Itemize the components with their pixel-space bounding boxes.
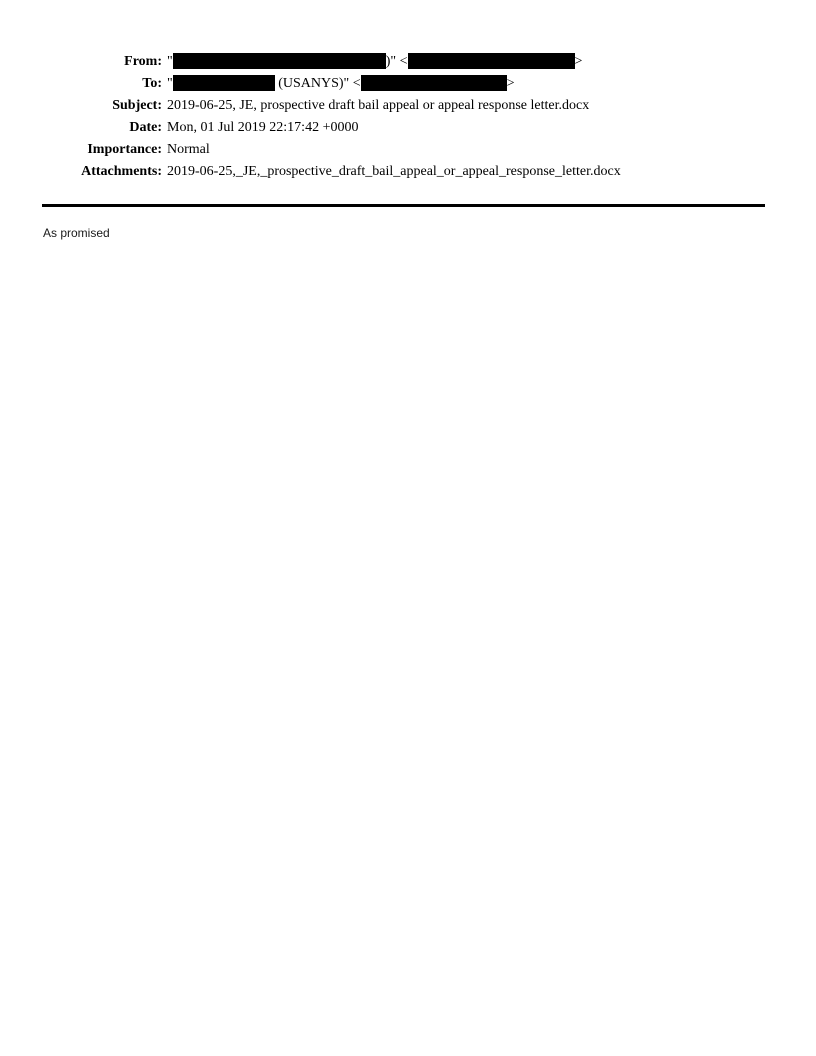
header-row-subject — [0, 95, 790, 117]
header-divider — [42, 204, 765, 207]
header-text-segment: 2019-06-25, JE, prospective draft bail appeal or appeal response letter.docx — [167, 98, 590, 113]
header-row-from — [0, 51, 790, 73]
header-label-subject: Subject: — [112, 98, 162, 113]
redaction-bar — [361, 75, 507, 91]
header-text-segment: 2019-06-25,_JE,_prospective_draft_bail_appeal_or_appeal_response_letter.docx — [167, 164, 621, 179]
email-header — [0, 51, 790, 183]
header-label-attachments: Attachments: — [81, 164, 162, 179]
header-value-importance — [167, 139, 210, 161]
header-text-segment: (USANYS)" < — [274, 76, 361, 91]
header-row-date — [0, 117, 790, 139]
redaction-bar — [173, 53, 386, 69]
header-row-importance — [0, 139, 790, 161]
header-text-segment: Mon, 01 Jul 2019 22:17:42 +0000 — [167, 120, 359, 135]
header-value-to — [167, 73, 515, 95]
header-row-to — [0, 73, 790, 95]
redaction-bar — [408, 53, 575, 69]
header-row-attachments — [0, 161, 790, 183]
header-value-subject — [167, 95, 589, 117]
header-text-segment: " — [167, 76, 173, 91]
header-value-from — [167, 51, 582, 73]
header-value-attachments — [167, 161, 621, 183]
header-label-to: To: — [142, 76, 162, 91]
header-label-from: From: — [124, 54, 162, 69]
header-text-segment: " — [167, 54, 173, 69]
header-text-segment: > — [574, 54, 583, 69]
header-label-date: Date: — [129, 120, 162, 135]
header-text-segment: Normal — [167, 142, 210, 157]
email-body-text: As promised — [43, 226, 110, 240]
header-text-segment: > — [506, 76, 515, 91]
header-value-date — [167, 117, 358, 139]
redaction-bar — [173, 75, 275, 91]
header-text-segment: )" < — [385, 54, 408, 69]
header-label-importance: Importance: — [87, 142, 162, 157]
